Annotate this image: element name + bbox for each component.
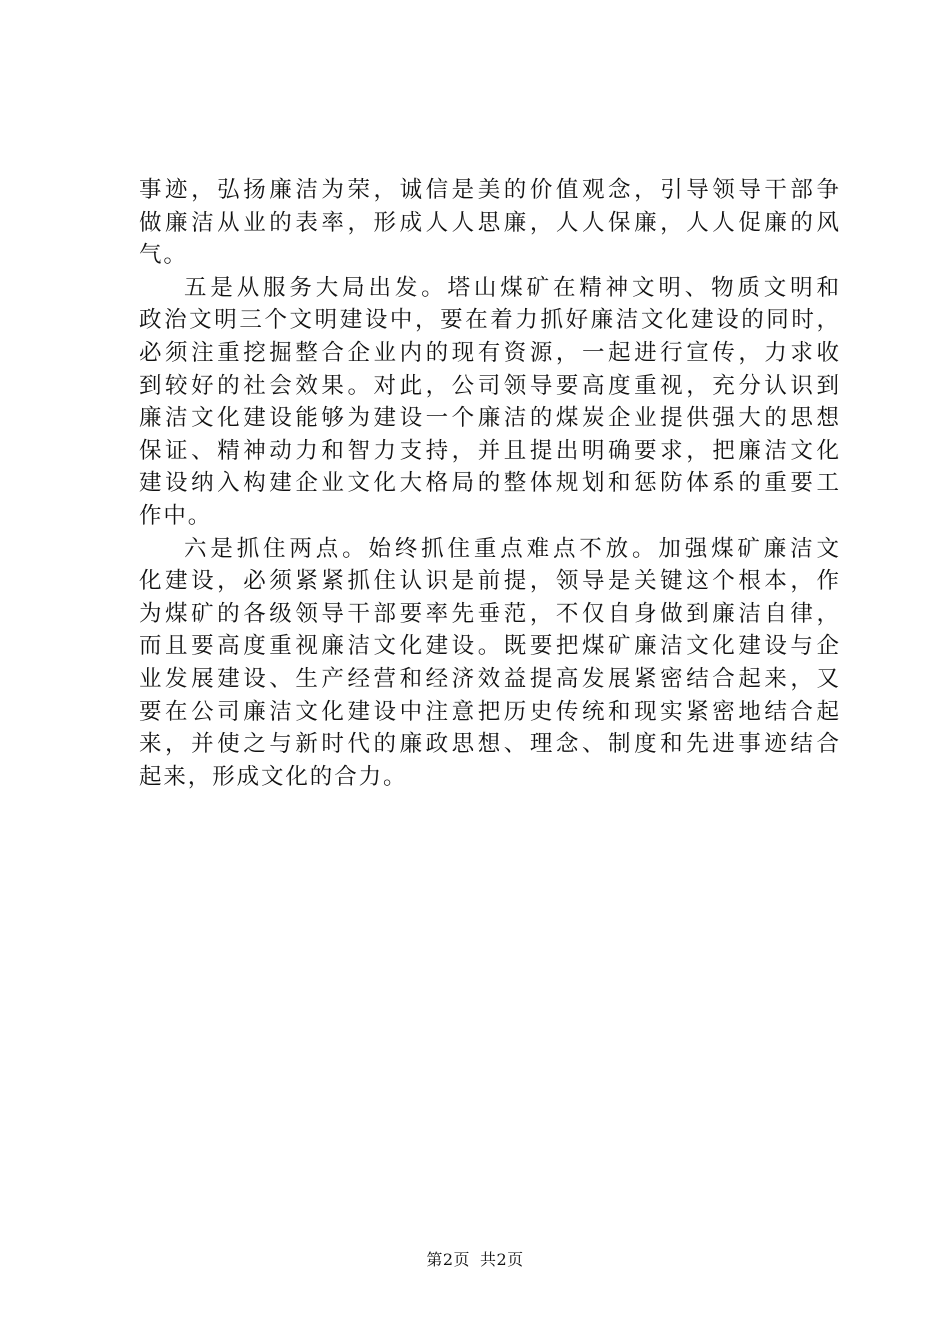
text-line: 而且要高度重视廉洁文化建设。既要把煤矿廉洁文化建设与企 <box>139 633 839 660</box>
text-line: 廉洁文化建设能够为建设一个廉洁的煤炭企业提供强大的思想 <box>139 405 839 432</box>
text-line: 事迹，弘扬廉洁为荣，诚信是美的价值观念，引导领导干部争 <box>139 177 839 203</box>
text-line: 做廉洁从业的表率，形成人人思廉，人人保廉，人人促廉的风 <box>139 209 839 236</box>
text-line: 为煤矿的各级领导干部要率先垂范，不仅自身做到廉洁自律， <box>139 600 839 627</box>
text-line: 起来，形成文化的合力。 <box>139 763 408 790</box>
text-line: 政治文明三个文明建设中，要在着力抓好廉洁文化建设的同时， <box>139 307 839 334</box>
text-line: 气。 <box>139 242 188 269</box>
text-line: 到较好的社会效果。对此，公司领导要高度重视，充分认识到 <box>139 372 839 399</box>
page-number: 第2页 <box>426 1250 470 1269</box>
text-line: 作中。 <box>139 502 213 529</box>
text-line: 必须注重挖掘整合企业内的现有资源，一起进行宣传，力求收 <box>139 339 839 366</box>
text-line: 要在公司廉洁文化建设中注意把历史传统和现实紧密地结合起 <box>139 698 839 725</box>
text-line: 来，并使之与新时代的廉政思想、理念、制度和先进事迹结合 <box>139 731 839 758</box>
text-line: 保证、精神动力和智力支持，并且提出明确要求，把廉洁文化 <box>139 437 839 464</box>
text-line: 化建设，必须紧紧抓住认识是前提，领导是关键这个根本，作 <box>139 568 839 595</box>
paragraph-start-line: 五是从服务大局出发。塔山煤矿在精神文明、物质文明和 <box>184 274 839 301</box>
text-line: 建设纳入构建企业文化大格局的整体规划和惩防体系的重要工 <box>139 470 839 497</box>
document-body <box>139 174 839 793</box>
paragraph-start-line: 六是抓住两点。始终抓住重点难点不放。加强煤矿廉洁文 <box>184 535 839 562</box>
text-line: 业发展建设、生产经营和经济效益提高发展紧密结合起来，又 <box>139 665 839 692</box>
page-footer <box>0 1247 950 1270</box>
page-total: 共2页 <box>480 1250 524 1269</box>
